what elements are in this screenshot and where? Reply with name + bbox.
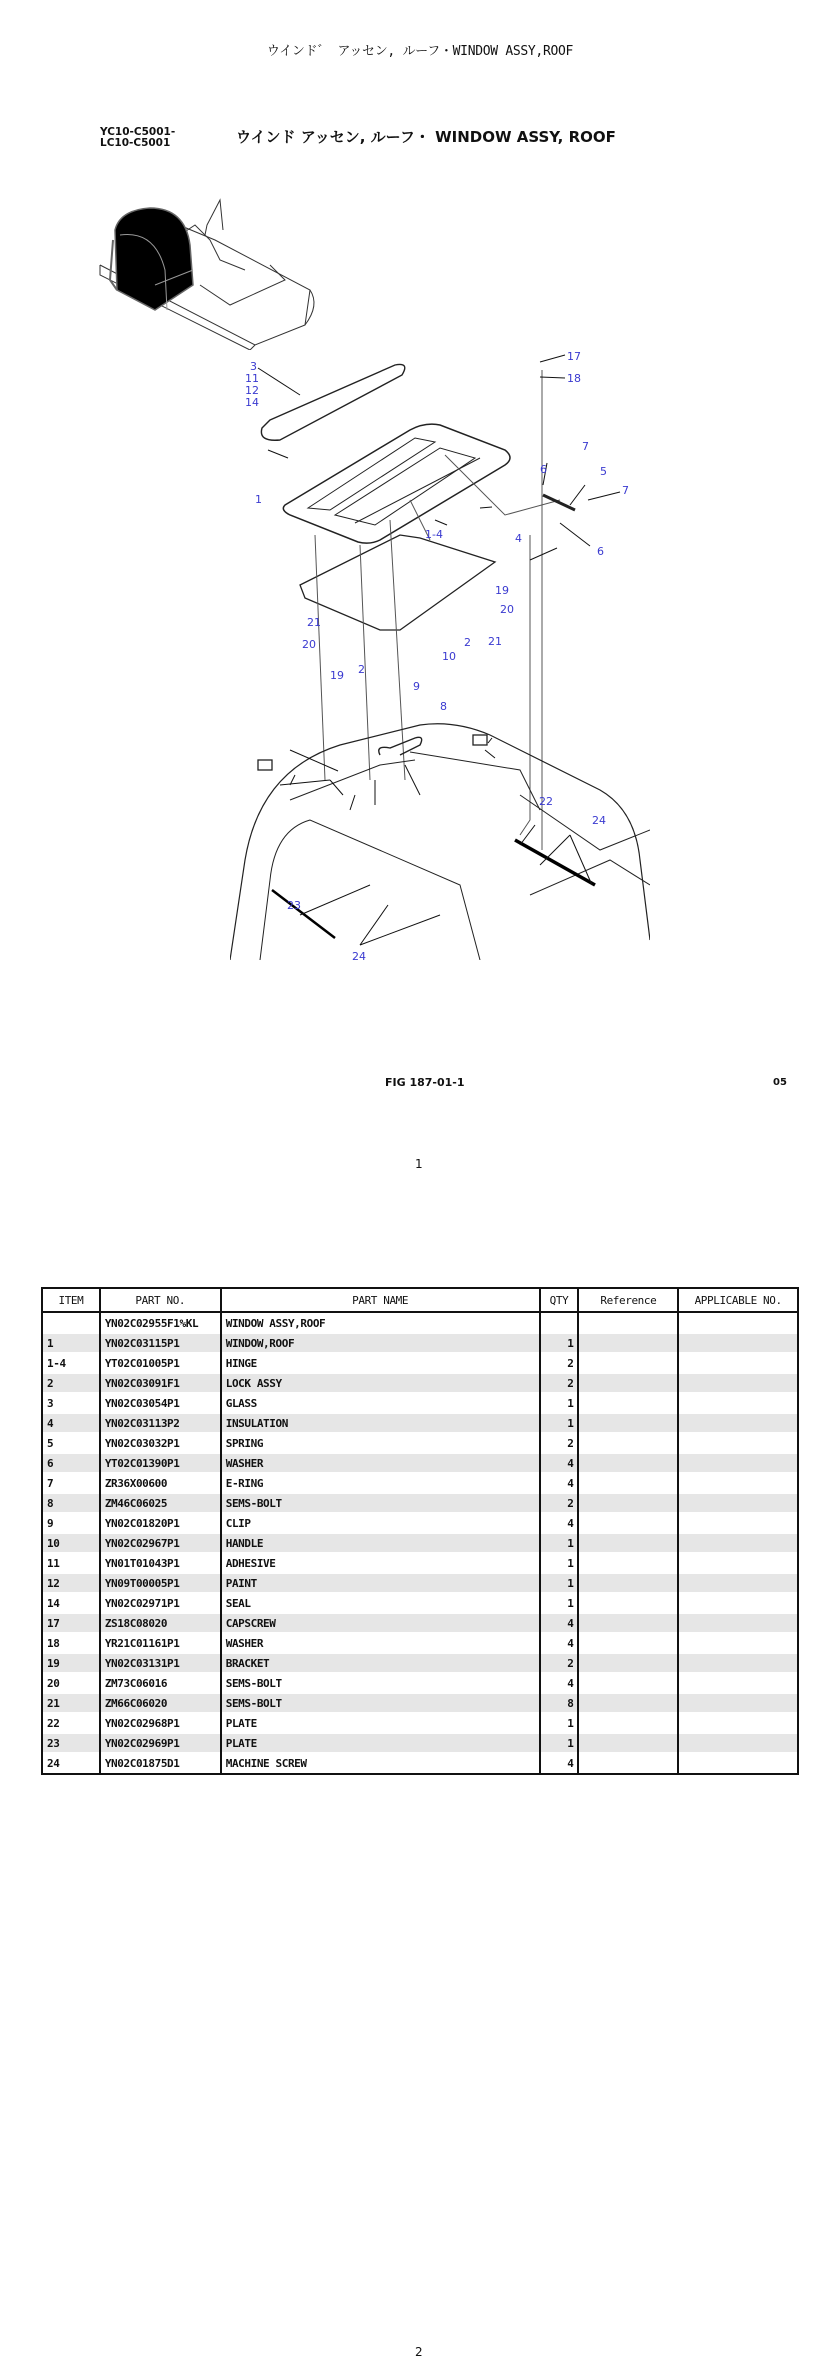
cell-qty: [540, 1312, 579, 1333]
cell-part-name: WASHER: [221, 1633, 540, 1653]
cell-applicable-no: [678, 1493, 798, 1513]
cell-applicable-no: [678, 1433, 798, 1453]
cell-reference: [578, 1373, 678, 1393]
table-row: [42, 1673, 798, 1693]
cell-item: 6: [42, 1453, 100, 1473]
cell-part-no: YN02C01875D1: [100, 1753, 221, 1774]
table-row: [42, 1513, 798, 1533]
cell-reference: [578, 1393, 678, 1413]
table-row: [42, 1693, 798, 1713]
cell-item: 23: [42, 1733, 100, 1753]
cell-qty: 2: [540, 1373, 579, 1393]
table-row: [42, 1713, 798, 1733]
table-row: [42, 1453, 798, 1473]
cell-qty: 1: [540, 1593, 579, 1613]
cell-applicable-no: [678, 1713, 798, 1733]
cell-part-name: ADHESIVE: [221, 1553, 540, 1573]
cell-part-no: YN02C03091F1: [100, 1373, 221, 1393]
table-row: [42, 1413, 798, 1433]
header-part-no: PART NO.: [100, 1288, 221, 1312]
callout-label: 9: [413, 680, 420, 693]
cell-reference: [578, 1673, 678, 1693]
cell-part-name: PAINT: [221, 1573, 540, 1593]
parts-table: [41, 1287, 799, 1775]
cell-part-no: YN02C03113P2: [100, 1413, 221, 1433]
cell-part-name: PLATE: [221, 1713, 540, 1733]
callout-label: 6: [597, 545, 604, 558]
table-row: [42, 1373, 798, 1393]
cell-part-name: CAPSCREW: [221, 1613, 540, 1633]
cell-item: 24: [42, 1753, 100, 1774]
cell-item: 12: [42, 1573, 100, 1593]
cell-qty: 4: [540, 1753, 579, 1774]
callout-label: 20: [302, 638, 316, 651]
table-row: [42, 1613, 798, 1633]
cell-reference: [578, 1693, 678, 1713]
cell-applicable-no: [678, 1312, 798, 1333]
cell-item: 9: [42, 1513, 100, 1533]
cell-applicable-no: [678, 1673, 798, 1693]
cell-qty: 4: [540, 1633, 579, 1653]
cell-applicable-no: [678, 1373, 798, 1393]
cell-item: 18: [42, 1633, 100, 1653]
callout-label: 2: [358, 663, 365, 676]
cell-applicable-no: [678, 1573, 798, 1593]
cell-applicable-no: [678, 1733, 798, 1753]
callout-label: 14: [245, 396, 259, 409]
callout-label: 7: [582, 440, 589, 453]
cell-part-no: YN02C02969P1: [100, 1733, 221, 1753]
cell-applicable-no: [678, 1453, 798, 1473]
table-row: [42, 1733, 798, 1753]
cell-part-name: GLASS: [221, 1393, 540, 1413]
cell-part-no: ZR36X00600: [100, 1473, 221, 1493]
cell-qty: 4: [540, 1513, 579, 1533]
handle-part: [379, 737, 422, 755]
cell-part-no: YN02C03131P1: [100, 1653, 221, 1673]
cell-part-name: INSULATION: [221, 1413, 540, 1433]
callout-label: 11: [245, 372, 259, 385]
cell-reference: [578, 1333, 678, 1353]
callout-label: 24: [352, 950, 366, 960]
header-item: ITEM: [42, 1288, 100, 1312]
callout-label: 18: [567, 372, 581, 385]
cell-applicable-no: [678, 1593, 798, 1613]
cell-item: 21: [42, 1693, 100, 1713]
spring-part: [543, 495, 575, 510]
table-row: [42, 1353, 798, 1373]
cell-item: 1: [42, 1333, 100, 1353]
cell-qty: 2: [540, 1353, 579, 1373]
cell-part-name: SEAL: [221, 1593, 540, 1613]
table-row: [42, 1493, 798, 1513]
cell-item: [42, 1312, 100, 1333]
cell-reference: [578, 1493, 678, 1513]
cell-part-no: YN02C03054P1: [100, 1393, 221, 1413]
table-row: [42, 1753, 798, 1774]
callout-label: 23: [287, 899, 301, 912]
table-row: [42, 1553, 798, 1573]
cell-part-name: HANDLE: [221, 1533, 540, 1553]
cell-qty: 1: [540, 1553, 579, 1573]
cell-part-name: WINDOW ASSY,ROOF: [221, 1312, 540, 1333]
cell-part-no: ZM73C06016: [100, 1673, 221, 1693]
exploded-parts-diagram: [230, 340, 650, 960]
bracket-part: [473, 735, 487, 745]
table-row: [42, 1533, 798, 1553]
cab-roof: [230, 724, 650, 960]
cell-qty: 4: [540, 1473, 579, 1493]
cell-reference: [578, 1733, 678, 1753]
cell-part-no: ZS18C08020: [100, 1613, 221, 1633]
cell-qty: 1: [540, 1713, 579, 1733]
cell-qty: 1: [540, 1393, 579, 1413]
table-row: [42, 1473, 798, 1493]
cell-part-no: YN02C02955F1%KL: [100, 1312, 221, 1333]
cell-part-no: YN02C02967P1: [100, 1533, 221, 1553]
cell-reference: [578, 1413, 678, 1433]
cell-qty: 1: [540, 1573, 579, 1593]
cell-reference: [578, 1473, 678, 1493]
cell-item: 22: [42, 1713, 100, 1733]
cell-reference: [578, 1553, 678, 1573]
callout-label: 20: [500, 603, 514, 616]
cell-reference: [578, 1653, 678, 1673]
cell-qty: 2: [540, 1433, 579, 1453]
header-qty: QTY: [540, 1288, 579, 1312]
cell-applicable-no: [678, 1553, 798, 1573]
cell-part-no: YN02C03032P1: [100, 1433, 221, 1453]
cell-item: 3: [42, 1393, 100, 1413]
cell-reference: [578, 1753, 678, 1774]
cell-reference: [578, 1453, 678, 1473]
cell-reference: [578, 1713, 678, 1733]
table-row: [42, 1653, 798, 1673]
cell-item: 1-4: [42, 1353, 100, 1373]
cell-item: 2: [42, 1373, 100, 1393]
cell-applicable-no: [678, 1413, 798, 1433]
callout-label: 7: [622, 484, 629, 497]
table-row: [42, 1593, 798, 1613]
cell-part-name: LOCK ASSY: [221, 1373, 540, 1393]
callout-label: 5: [600, 465, 607, 478]
cell-applicable-no: [678, 1533, 798, 1553]
cell-applicable-no: [678, 1693, 798, 1713]
header-part-name: PART NAME: [221, 1288, 540, 1312]
cell-part-no: YN02C02971P1: [100, 1593, 221, 1613]
cell-qty: 1: [540, 1533, 579, 1553]
callout-label: 8: [440, 700, 447, 713]
cell-applicable-no: [678, 1393, 798, 1413]
table-header-row: [42, 1288, 798, 1312]
cell-reference: [578, 1353, 678, 1373]
cell-applicable-no: [678, 1513, 798, 1533]
cell-item: 20: [42, 1673, 100, 1693]
callout-label: 19: [495, 584, 509, 597]
callout-label: 17: [567, 350, 581, 363]
cell-part-no: YN02C02968P1: [100, 1713, 221, 1733]
cell-part-name: CLIP: [221, 1513, 540, 1533]
cell-part-no: YN09T00005P1: [100, 1573, 221, 1593]
cell-applicable-no: [678, 1473, 798, 1493]
cell-qty: 8: [540, 1693, 579, 1713]
cell-part-no: YN02C03115P1: [100, 1333, 221, 1353]
cell-qty: 4: [540, 1673, 579, 1693]
cell-qty: 4: [540, 1453, 579, 1473]
model-codes: [100, 127, 175, 149]
cell-item: 5: [42, 1433, 100, 1453]
table-row: [42, 1312, 798, 1333]
callout-label: 2: [464, 636, 471, 649]
callout-label: 24: [592, 814, 606, 827]
cell-item: 4: [42, 1413, 100, 1433]
callout-label: 1-4: [425, 528, 443, 541]
cell-qty: 1: [540, 1733, 579, 1753]
roof-window-part: [283, 424, 510, 543]
callout-label: 22: [539, 795, 553, 808]
cell-part-no: YT02C01390P1: [100, 1453, 221, 1473]
cell-part-name: SPRING: [221, 1433, 540, 1453]
callout-label: 21: [307, 616, 321, 629]
cell-part-name: PLATE: [221, 1733, 540, 1753]
cell-part-no: YT02C01005P1: [100, 1353, 221, 1373]
cell-applicable-no: [678, 1753, 798, 1774]
cell-qty: 2: [540, 1653, 579, 1673]
figure-title: ウインド アッセン, ルーフ・ WINDOW ASSY, ROOF: [236, 128, 616, 146]
cell-reference: [578, 1312, 678, 1333]
cell-applicable-no: [678, 1633, 798, 1653]
figure-revision: 05: [773, 1077, 787, 1088]
page-number: 2: [415, 2345, 423, 2359]
cell-qty: 2: [540, 1493, 579, 1513]
model-code: LC10-C5001: [100, 137, 171, 149]
callout-label: 21: [488, 635, 502, 648]
table-row: [42, 1573, 798, 1593]
cell-item: 8: [42, 1493, 100, 1513]
cell-qty: 1: [540, 1413, 579, 1433]
cell-reference: [578, 1593, 678, 1613]
cell-reference: [578, 1513, 678, 1533]
cell-applicable-no: [678, 1613, 798, 1633]
table-row: [42, 1433, 798, 1453]
cell-reference: [578, 1613, 678, 1633]
callout-label: 3: [250, 360, 257, 373]
cell-part-name: WINDOW,ROOF: [221, 1333, 540, 1353]
callout-label: 12: [245, 384, 259, 397]
cell-part-name: BRACKET: [221, 1653, 540, 1673]
callout-label: 4: [515, 532, 522, 545]
cell-item: 11: [42, 1553, 100, 1573]
cell-part-name: SEMS-BOLT: [221, 1693, 540, 1713]
cell-applicable-no: [678, 1333, 798, 1353]
figure-number: FIG 187-01-1: [385, 1076, 465, 1089]
table-row: [42, 1633, 798, 1653]
table-row: [42, 1333, 798, 1353]
cell-part-no: YN01T01043P1: [100, 1553, 221, 1573]
cell-part-no: ZM46C06025: [100, 1493, 221, 1513]
cell-part-name: SEMS-BOLT: [221, 1673, 540, 1693]
cell-part-name: HINGE: [221, 1353, 540, 1373]
cell-item: 19: [42, 1653, 100, 1673]
cell-part-no: YN02C01820P1: [100, 1513, 221, 1533]
cell-reference: [578, 1533, 678, 1553]
cell-part-name: E-RING: [221, 1473, 540, 1493]
cell-part-no: ZM66C06020: [100, 1693, 221, 1713]
page-number: 1: [415, 1157, 423, 1171]
cell-reference: [578, 1573, 678, 1593]
cell-reference: [578, 1633, 678, 1653]
locator-thumbnail: [95, 170, 335, 350]
cell-qty: 1: [540, 1333, 579, 1353]
header-reference: Reference: [578, 1288, 678, 1312]
cell-applicable-no: [678, 1653, 798, 1673]
insulation-part: [300, 535, 495, 630]
plate-part-22: [515, 840, 595, 885]
cell-part-name: SEMS-BOLT: [221, 1493, 540, 1513]
callout-label: 10: [442, 650, 456, 663]
callout-label: 6: [540, 463, 547, 476]
callout-label: 19: [330, 669, 344, 682]
cell-part-name: WASHER: [221, 1453, 540, 1473]
cell-qty: 4: [540, 1613, 579, 1633]
model-code: YC10-C5001-: [100, 126, 176, 138]
cell-item: 14: [42, 1593, 100, 1613]
cell-part-no: YR21C01161P1: [100, 1633, 221, 1653]
header-applicable-no: APPLICABLE NO.: [678, 1288, 798, 1312]
cell-reference: [578, 1433, 678, 1453]
callout-label: 1: [255, 493, 262, 506]
cell-item: 10: [42, 1533, 100, 1553]
page-title: ウインド゛ アッセン, ルーフ・WINDOW ASSY,ROOF: [266, 44, 574, 59]
cell-item: 17: [42, 1613, 100, 1633]
glass-part: [261, 364, 404, 440]
table-row: [42, 1393, 798, 1413]
bracket-part: [258, 760, 272, 770]
cell-applicable-no: [678, 1353, 798, 1373]
cell-part-name: MACHINE SCREW: [221, 1753, 540, 1774]
cell-item: 7: [42, 1473, 100, 1493]
